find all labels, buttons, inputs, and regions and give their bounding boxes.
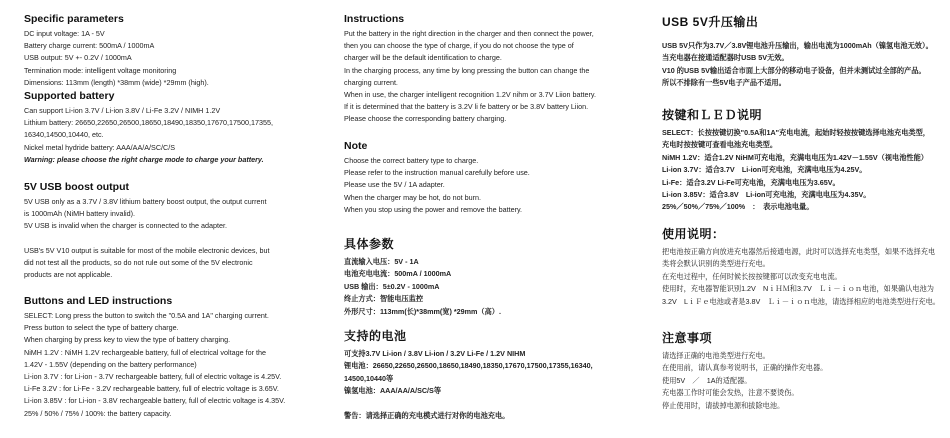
text-line: Lithium battery: 26650,22650,26500,18650,18490,18350,17670,17500,17355, — [24, 118, 273, 128]
text-line: 1.42V - 1.55V (depending on the battery performance) — [24, 359, 197, 369]
section-body — [344, 155, 530, 216]
spacer — [24, 233, 269, 245]
warning-text: Warning: please choose the right charge mode to charge your battery. — [24, 154, 264, 164]
notice-cn-section — [662, 330, 827, 412]
text-line: 请选择正确的电池类型进行充电。 — [662, 351, 770, 360]
text-line: Li-Fe 3.2V : for Li-Fe - 3.2V rechargeable battery, full of electric voltage is 3.65V. — [24, 384, 279, 394]
text-line: 类将会默认识别的类型进行充电。 — [662, 259, 770, 269]
text-line: Put the battery in the right direction in the charger and then connect the power, — [344, 29, 594, 38]
text-line: USB 输出：5±0.2V - 1000mA — [344, 281, 440, 291]
section-title: Supported battery — [24, 90, 115, 102]
section-body — [24, 105, 273, 166]
text-line: 可支持3.7V Li-ion / 3.8V Li-ion / 3.2V Li-Fe / 1.2V NIHM — [344, 349, 526, 358]
section-body — [344, 348, 593, 422]
section-body — [662, 127, 930, 214]
text-line: Termination mode: intelligent voltage monitoring — [24, 65, 177, 75]
section-body — [344, 256, 501, 318]
section-body — [662, 246, 940, 308]
text-line: Choose the correct battery type to charge. — [344, 156, 479, 165]
section-title: Instructions — [344, 13, 405, 25]
text-line: 镍氢电池：AAA/AA/A/SC/S等 — [344, 386, 442, 396]
text-line: 锂电池：26650,22650,26500,18650,18490,18350,17670,17500,17355,16340, — [344, 361, 593, 371]
text-line: Can support Li-ion 3.7V / Li-ion 3.8V / Li-Fe 3.2V / NIMH 1.2V — [24, 106, 221, 115]
text-line: Nickel metal hydride battery: AAA/AA/A/SC/C/S — [24, 142, 175, 152]
text-line: When charging by press key to view the type of battery charging. — [24, 335, 231, 345]
text-line: 3.2V LｉＦｅ电池或者是3.8V Ｌｉ－ｉｏｎ电池，请选择相应的电池类型进行充电。 — [662, 296, 940, 306]
section-body — [344, 28, 596, 126]
text-line: 充电器工作时可能会发热，注意不要烫伤。 — [662, 388, 799, 398]
text-line: 外形尺寸：113mm(长)*38mm(宽) *29mm（高）. — [344, 306, 501, 316]
buttons-cn-section — [662, 107, 930, 214]
section-title: 使用说明： — [662, 227, 725, 241]
text-line: NiMH 1.2V : NiMH 1.2V rechargeable battery, full of electrical voltage for the — [24, 347, 266, 357]
text-line: When in use, the charger intelligent recognition 1.2V nihm or 3.7V Liion battery. — [344, 90, 596, 100]
text-line: did not test all the products, so do not rule out some of the 5V electronic — [24, 257, 253, 267]
text-line: 直流输入电压：5V - 1A — [344, 257, 419, 266]
text-line: SELECT: Long press the button to switch the "0.5A and 1A" charging current. — [24, 311, 269, 320]
text-line: Li-ion 3.7V : for Li-ion - 3.7V rechargeable battery, full of electric voltage is 4.25V. — [24, 372, 282, 382]
section-title: Specific parameters — [24, 13, 124, 25]
section-title: Note — [344, 140, 368, 152]
support-cn-section — [344, 328, 593, 422]
text-line: V10 的USB 5V输出适合市面上大部分的移动电子设备，但并未测试过全部的产品。 — [662, 65, 926, 75]
text-line: Li-ion 3.85V：适合3.8V Li-ion可充电池，充满电电压为4.35V。 — [662, 190, 871, 200]
note-section — [344, 139, 530, 216]
section-body — [24, 310, 285, 420]
text-line: Li-ion 3.7V：适合3.7V Li-ion可充电池，充满电电压为4.25V。 — [662, 165, 867, 175]
section-title: 具体参数 — [344, 237, 395, 251]
section-title: 5V USB boost output — [24, 181, 129, 193]
text-line: USB 5V只作为3.7V／3.8V锂电池升压输出，输出电流为1000mAh（镍氢电池无效）。 — [662, 41, 933, 50]
text-line: USB's 5V V10 output is suitable for most of the mobile electronic devices, but — [24, 245, 270, 255]
usage-cn-section — [662, 226, 940, 308]
text-line: Battery charge current: 500mA / 1000mA — [24, 41, 155, 51]
instructions-section — [344, 12, 596, 126]
warning-text: 警告：请选择正确的充电模式进行对你的电池充电。 — [344, 410, 510, 420]
text-line: Li-ion 3.85V : for Li-ion - 3.8V rechargeable battery, full of electric voltage is 4.35V. — [24, 396, 286, 406]
text-line: Please use the 5V / 1A adapter. — [344, 180, 445, 190]
text-line: SELECT：长按按键切换"0.5A和1A"充电电流，起始时轻按按键选择电池充电类型， — [662, 128, 930, 137]
text-line: 终止方式：智能电压监控 — [344, 294, 424, 304]
text-line: products are not applicable. — [24, 270, 113, 280]
text-line: 5V USB only as a 3.7V / 3.8V lithium battery boost output, the output current — [24, 197, 267, 206]
text-line: When you stop using the power and remove the battery. — [344, 204, 523, 214]
text-line: 使用5V ／ 1A的适配器。 — [662, 375, 752, 385]
section-body — [662, 350, 827, 412]
text-line: Dimensions: 113mm (length) *38mm (wide) *29mm (high). — [24, 77, 209, 87]
text-line: 25% / 50% / 75% / 100%: the battery capacity. — [24, 408, 172, 418]
text-line: In the charging process, any time by long pressing the button can change the — [344, 65, 590, 75]
text-line: NiMH 1.2V：适合1.2V NiHM可充电池，充满电电压为1.42V－1.55V（视电池性能） — [662, 152, 928, 162]
text-line: charging current. — [344, 77, 398, 87]
section-body — [24, 28, 209, 89]
text-line: 当充电器在接通适配器时USB 5V无效。 — [662, 53, 789, 63]
text-line: DC input voltage: 1A - 5V — [24, 29, 105, 38]
buttons-led-section — [24, 294, 285, 420]
text-line: 把电池按正确方向放进充电器然后接通电源，此时可以选择充电类型，如果不选择充电 — [662, 247, 936, 256]
specific-parameters-section — [24, 12, 209, 89]
text-line: 停止使用时，请拔掉电源和拔除电池。 — [662, 400, 785, 410]
text-line: 电池充电电流：500mA / 1000mA — [344, 269, 452, 279]
params-cn-section — [344, 236, 501, 318]
usb-boost-section — [24, 180, 269, 281]
section-title: Buttons and LED instructions — [24, 295, 173, 307]
section-title: 支持的电池 — [344, 329, 407, 343]
text-line: Please choose the corresponding battery charging. — [344, 114, 507, 124]
text-line: is 1000mAh (NiMH battery invalid). — [24, 209, 136, 219]
text-line: Please refer to the instruction manual carefully before use. — [344, 168, 530, 178]
text-line: 使用时，充电器智能识别1.2V NｉＨＭ和3.7V Ｌｉ－ｉｏｎ电池，如果确认电池为 — [662, 284, 934, 294]
text-line: charger will be the default identification to charge. — [344, 53, 502, 63]
spacer — [344, 398, 593, 410]
text-line: If it is determined that the battery is 3.2V li fe battery or be 3.8V battery Liion. — [344, 102, 589, 112]
section-title: 注意事项 — [662, 331, 713, 345]
text-line: 所以不排除有一些5V电子产品不适用。 — [662, 78, 786, 88]
usb-cn-section — [662, 14, 933, 90]
section-body — [662, 40, 933, 90]
text-line: USB output: 5V +- 0.2V / 1000mA — [24, 53, 132, 63]
text-line: 在使用前，请认真参考说明书，正确的操作充电器。 — [662, 363, 828, 373]
supported-battery-section — [24, 89, 273, 166]
section-title: 按键和ＬＥＤ说明 — [662, 108, 763, 122]
text-line: When the charger may be hot, do not burn. — [344, 192, 482, 202]
text-line: Press button to select the type of battery charge. — [24, 323, 179, 333]
text-line: 充电时按按键可查看电池充电类型。 — [662, 140, 778, 150]
section-title: USB 5V升压输出 — [662, 15, 759, 29]
section-body — [24, 196, 269, 281]
text-line: then you can choose the type of charge, if you do not choose the type of — [344, 41, 574, 51]
text-line: 14500,10440等 — [344, 373, 394, 383]
text-line: 16340,14500,10440, etc. — [24, 130, 104, 140]
text-line: 在充电过程中，任何时候长按按键都可以改变充电电流。 — [662, 271, 842, 281]
text-line: Li-Fe：适合3.2V Li-Fe可充电池，充满电电压为3.65V。 — [662, 177, 840, 187]
text-line: 25%／50%／75%／100% ： 表示电池电量。 — [662, 202, 814, 212]
text-line: 5V USB is invalid when the charger is connected to the adapter. — [24, 221, 227, 231]
